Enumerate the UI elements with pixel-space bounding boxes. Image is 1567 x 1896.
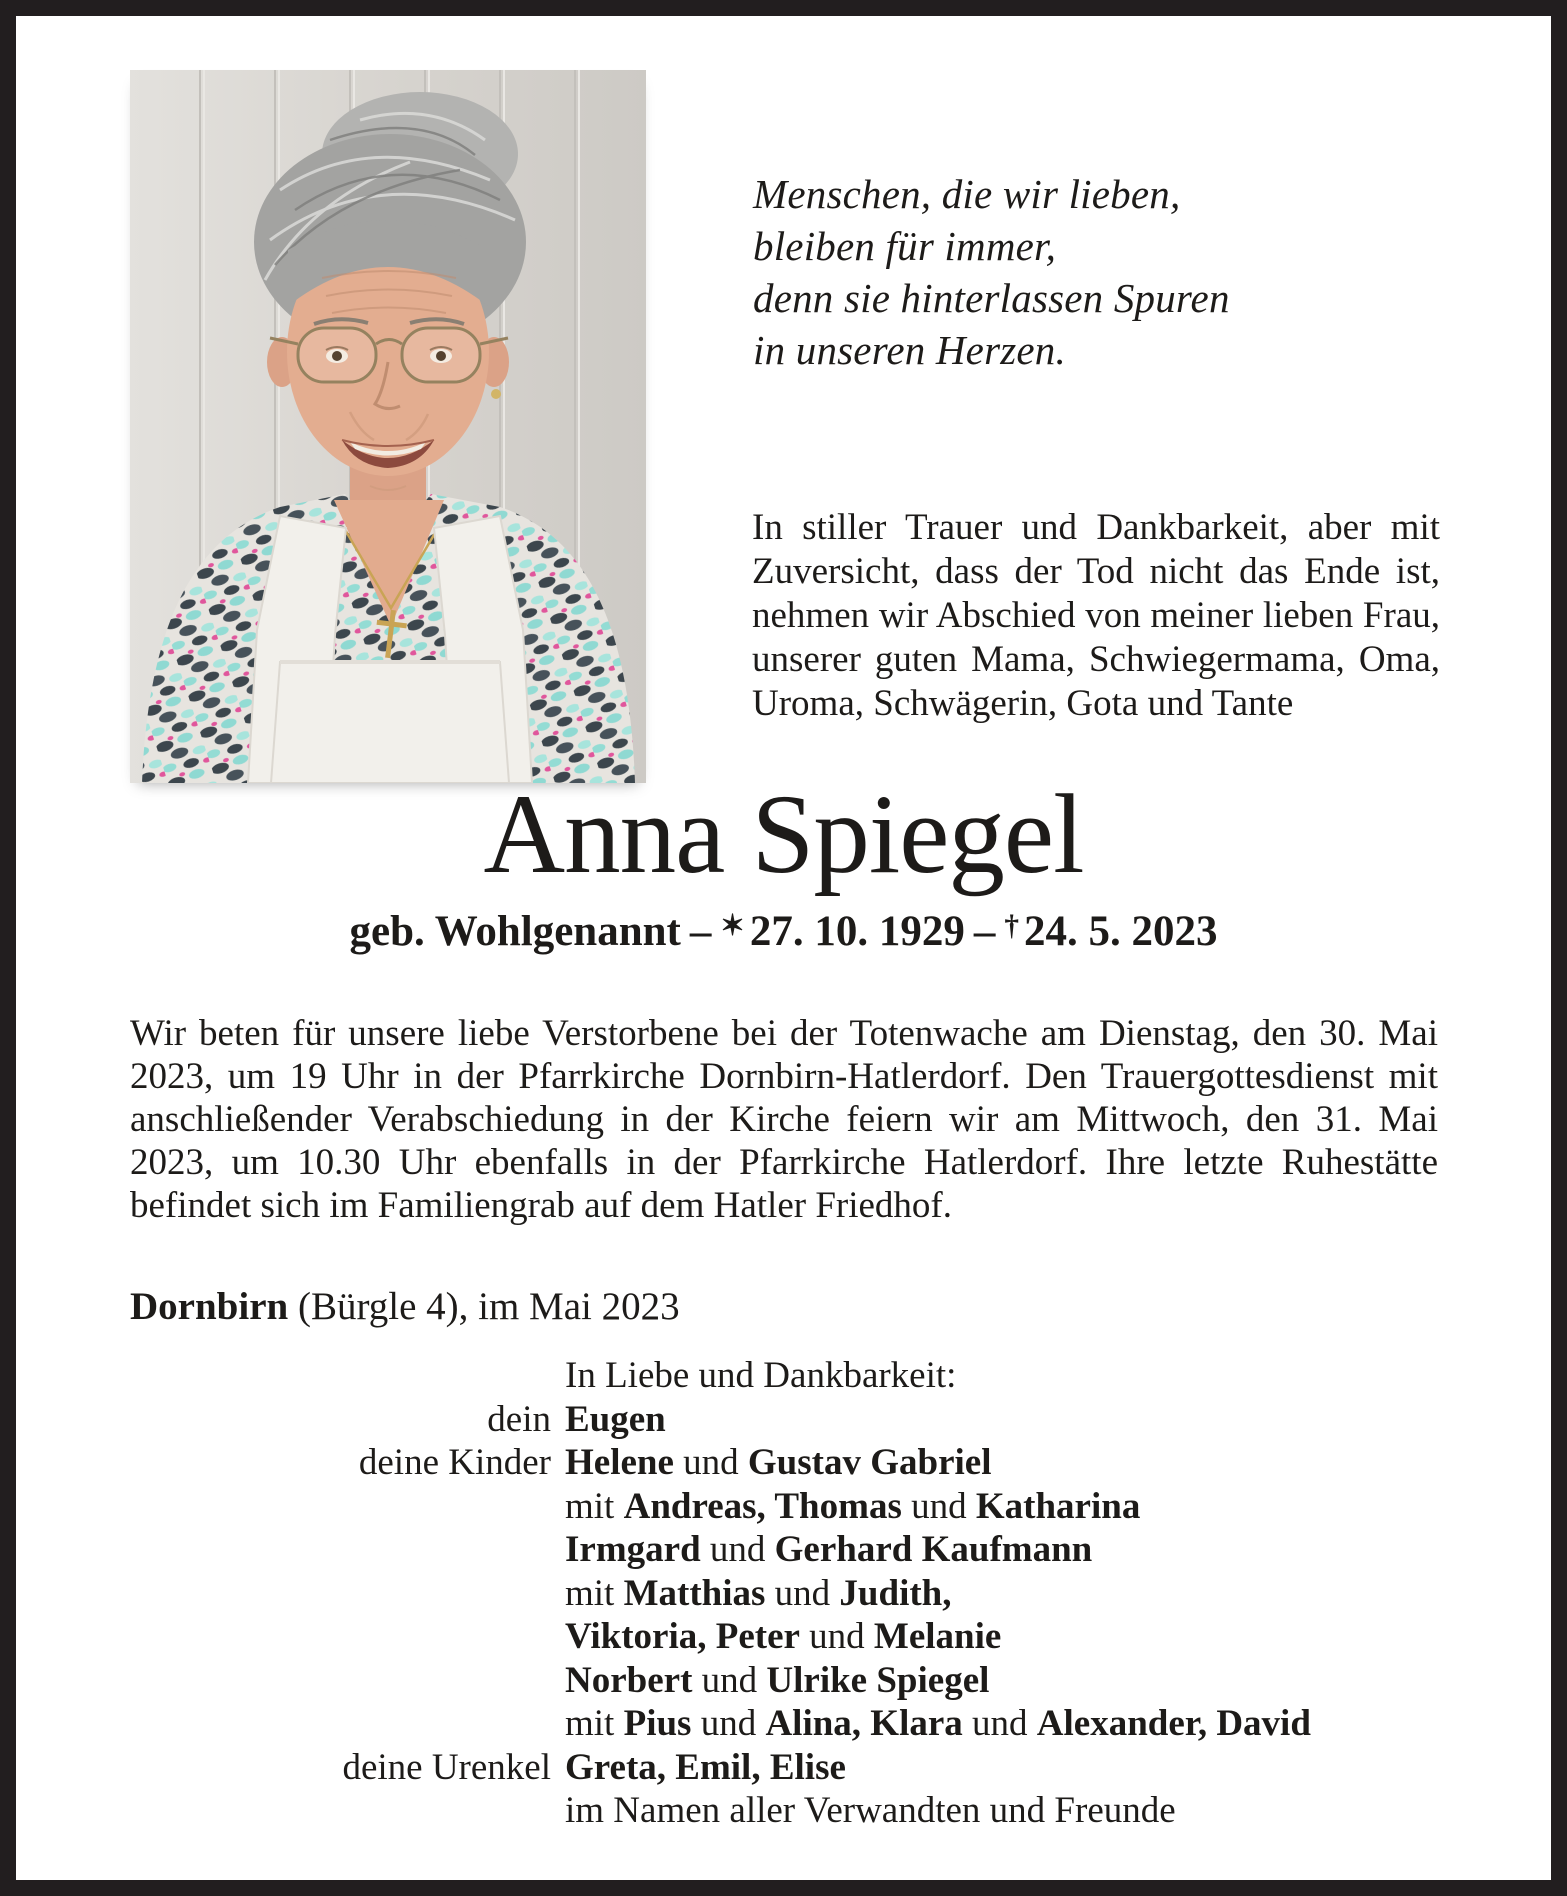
family-member-name: Norbert xyxy=(565,1659,693,1701)
signature-connector: mit xyxy=(565,1703,624,1744)
signature-row xyxy=(130,1354,1450,1398)
signature-connector: im Namen aller Verwandten und Freunde xyxy=(565,1790,1176,1831)
signature-connector: In Liebe und Dankbarkeit: xyxy=(565,1355,957,1396)
signature-row xyxy=(130,1746,1450,1790)
signature-names xyxy=(565,1702,1450,1746)
portrait-photo xyxy=(130,70,646,783)
dash-separator: – xyxy=(689,908,712,955)
family-member-name: Helene xyxy=(565,1442,674,1483)
signature-relation-label xyxy=(130,1354,551,1398)
signature-relation-label xyxy=(130,1528,551,1572)
signature-relation-label xyxy=(130,1615,551,1659)
family-member-name: Pius xyxy=(623,1703,692,1744)
signature-relation-label: dein xyxy=(487,1398,551,1440)
signature-row xyxy=(130,1572,1450,1616)
family-member-name: Irmgard xyxy=(565,1529,701,1570)
signature-row xyxy=(130,1485,1450,1529)
signature-relation-label xyxy=(130,1702,551,1746)
poem-line: in unseren Herzen. xyxy=(753,327,1066,373)
signature-names xyxy=(565,1485,1450,1529)
died-cross-icon: † xyxy=(1004,910,1019,943)
family-member-name: Ulrike Spiegel xyxy=(766,1659,990,1701)
family-member-name: Katharina xyxy=(975,1485,1141,1527)
deceased-name: Anna Spiegel xyxy=(483,772,1084,897)
signature-relation-label xyxy=(130,1572,551,1616)
family-member-name: Gerhard Kaufmann xyxy=(774,1529,1093,1570)
signature-names xyxy=(565,1528,1450,1572)
memorial-poem xyxy=(753,168,1230,376)
signature-relation-label xyxy=(130,1659,551,1703)
family-member-name: Alexander, David xyxy=(1036,1703,1311,1744)
signature-connector: mit xyxy=(565,1485,624,1527)
signature-row xyxy=(130,1659,1450,1703)
signature-connector: mit xyxy=(565,1572,624,1614)
signature-connector: und xyxy=(700,1529,775,1570)
funeral-announcement-paragraph: Wir beten für unsere liebe Verstorbene bei der Totenwache am Dienstag, den 30. Mai 2023, um 19 Uhr in der Pfarrkirche Dornbirn-Hatlerdorf. Den Trauergottesdienst mit anschließender Verabschiedung in der Kirche feiern wir am Mittwoch, den 31. Mai 2023, um 10.30 Uhr ebenfalls in der Pfarrkirche Hatlerdorf. Ihre letzte Ruhestätte befindet sich im Familiengrab auf dem Hatler Friedhof. xyxy=(130,1013,1438,1226)
signature-relation-label: deine Urenkel xyxy=(342,1746,551,1788)
signature-relation-label xyxy=(130,1485,551,1529)
signature-names xyxy=(565,1572,1450,1616)
dateline-rest: (Bürgle 4), im Mai 2023 xyxy=(288,1285,680,1328)
dateline-city: Dornbirn xyxy=(130,1285,289,1328)
signature-connector: und xyxy=(901,1485,976,1527)
signature-relation-label xyxy=(130,1789,551,1833)
signature-block xyxy=(130,1354,1450,1833)
signature-connector: und xyxy=(765,1572,840,1614)
signature-row xyxy=(130,1441,1450,1485)
signature-row xyxy=(130,1702,1450,1746)
signature-row xyxy=(130,1789,1450,1833)
dash-separator: – xyxy=(973,908,996,955)
mourning-intro-paragraph: In stiller Trauer und Dankbarkeit, aber mit Zuversicht, dass der Tod nicht das Ende ist, nehmen wir Abschied von meiner lieben Frau, unserer guten Mama, Schwiegermama, Oma, Uroma, Schwägerin, Gota und Tante xyxy=(752,507,1440,724)
signature-row xyxy=(130,1615,1450,1659)
family-member-name: Eugen xyxy=(565,1398,666,1440)
poem-line: denn sie hinterlassen Spuren xyxy=(753,275,1230,321)
signature-names xyxy=(565,1659,1450,1703)
poem-line: bleiben für immer, xyxy=(753,223,1057,269)
signature-relation-label: deine Kinder xyxy=(358,1442,551,1483)
family-member-name: Judith, xyxy=(839,1572,952,1614)
family-member-name: Alina, Klara xyxy=(765,1703,963,1744)
signature-connector: und xyxy=(799,1616,874,1657)
signature-connector: und xyxy=(692,1659,767,1701)
maiden-name: geb. Wohlgenannt xyxy=(349,908,681,955)
signature-connector: und xyxy=(673,1442,748,1483)
signature-names xyxy=(565,1354,1450,1398)
poem-line: Menschen, die wir lieben, xyxy=(753,171,1181,217)
signature-names xyxy=(565,1441,1450,1485)
signature-connector: und xyxy=(962,1703,1037,1744)
signature-connector: und xyxy=(691,1703,766,1744)
dateline xyxy=(130,1284,680,1330)
signature-names xyxy=(565,1789,1450,1833)
family-member-name: Andreas, Thomas xyxy=(623,1485,902,1527)
birth-death-line xyxy=(0,908,1567,955)
family-member-name: Greta, Emil, Elise xyxy=(565,1746,846,1788)
family-member-name: Matthias xyxy=(623,1572,766,1614)
signature-row xyxy=(130,1398,1450,1442)
portrait-photo-graphic xyxy=(130,70,646,783)
signature-row xyxy=(130,1528,1450,1572)
family-member-name: Melanie xyxy=(873,1616,1002,1657)
family-member-name: Gustav Gabriel xyxy=(747,1442,992,1483)
birth-date: 27. 10. 1929 xyxy=(749,908,965,955)
death-date: 24. 5. 2023 xyxy=(1024,908,1218,955)
born-star-icon: ✶ xyxy=(720,910,745,943)
signature-names xyxy=(565,1746,1450,1790)
signature-names xyxy=(565,1615,1450,1659)
signature-names xyxy=(565,1398,1450,1442)
family-member-name: Viktoria, Peter xyxy=(565,1616,800,1657)
